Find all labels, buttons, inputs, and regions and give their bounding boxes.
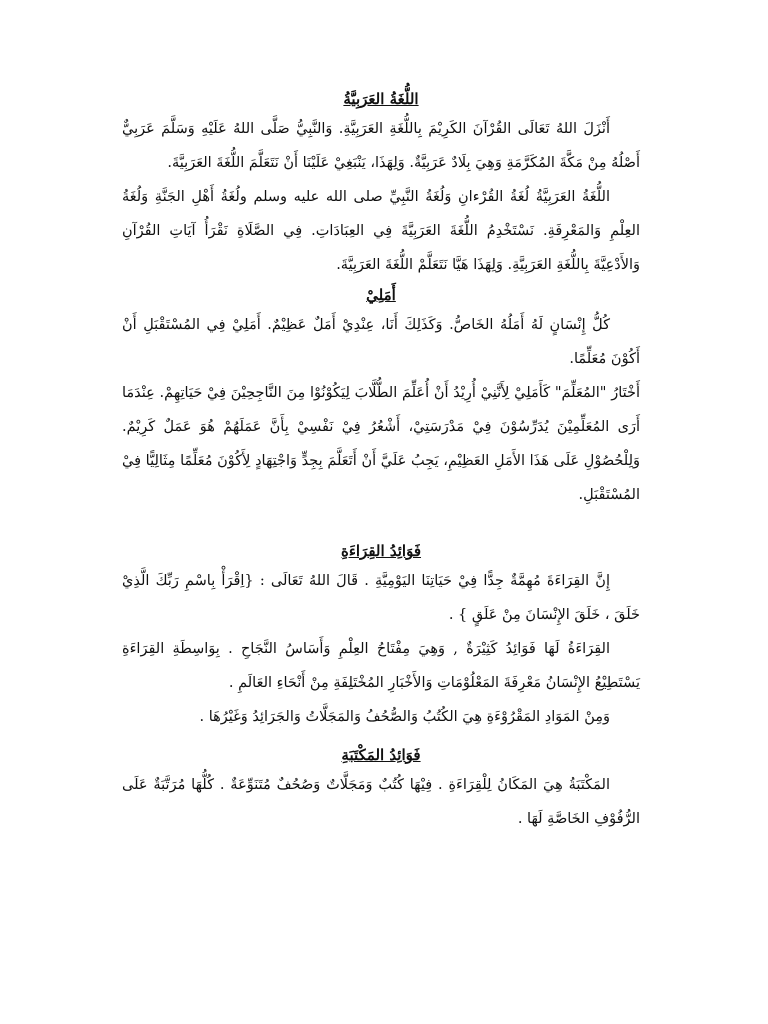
paragraph: المَكْتَبَةُ هِيَ المَكَانُ لِلْقِرَاءَةِ . فِيْهَا كُتُبٌ وَمَجَلَّاتٌ وَصُحُفٌ مُتَنَوِّعَةٌ . كُلُّهَا مُرَتَّبَةٌ عَلَى الرُّفُوْفِ الخَاصَّةِ لَهَا .: [122, 777, 640, 827]
paragraph: كُلُّ إِنْسَانٍ لَهُ أَمَلُهُ الخَاصُّ. وَكَذَلِكَ أَنَا، عِنْدِيْ أَمَلٌ عَظِيْمٌ. أَمَلِيْ فِي المُسْتَقْبَلِ أَنْ أَكُوْنَ مُعَلِّمًا.: [122, 317, 640, 367]
paragraph: إِنَّ القِرَاءَةَ مُهِمَّةٌ جِدًّا فِيْ حَيَاتِنَا اليَوْمِيَّةِ . قَالَ اللهُ تَعَالَى : {اِقْرَأْ بِاسْمِ رَبِّكَ الَّذِيْ خَلَقَ ، خَلَقَ الإِنْسَانَ مِنْ عَلَقٍ } .: [122, 573, 640, 623]
spacer: [122, 734, 640, 742]
paragraph: أَخْتَارُ "المُعَلِّمَ" كَأَمَلِيْ لِأَنَّنِيْ أُرِيْدُ أَنْ أُعَلِّمَ الطُّلَّابَ لِيَكُوْنُوْا مِنَ النَّاجِحِيْنَ فِيْ حَيَاتِهِمْ. عِنْدَمَا أَرَى المُعَلِّمِيْنَ يُدَرِّسُوْنَ فِيْ مَدْرَسَتِيْ، أَشْعُرُ فِيْ نَفْسِيْ بِأَنَّ عَمَلَهُمْ هُوَ عَمَلٌ كَرِيْمٌ. وَلِلْحُصُوْلِ عَلَى هَذَا الأَمَلِ العَظِيْمِ، يَجِبُ عَلَيَّ أَنْ أَتَعَلَّمَ بِجِدٍّ وَاجْتِهَادٍ لِأَكُوْنَ مُعَلِّمًا مِثَالِيًّا فِيْ المُسْتَقْبَلِ.: [122, 385, 640, 503]
section-title-my-hope: أَمَلِيْ: [366, 286, 396, 304]
section-title-arabic-language: اللُّغَةُ العَرَبِيَّةُ: [343, 90, 419, 108]
section-title-benefits-of-library: فَوَائِدُ المَكْتَبَةِ: [341, 746, 421, 764]
paragraph: اللُّغَةُ العَرَبِيَّةُ لُغَةُ القُرْءانِ وَلُغَةُ النَّبِيِّ صلى الله عليه وسلم ولُغَةُ أَهْلِ الجَنَّةِ وَلُغَةُ العِلْمِ وَالمَعْرِفَةِ. نَسْتَخْدِمُ اللُّغَةَ العَرَبِيَّةَ فِي العِبَادَاتِ. فِي الصَّلَاةِ نَقْرَأُ آيَاتِ القُرْآنِ وَالأَدْعِيَّةَ بِاللُّغَةِ العَرَبِيَّةِ. وَلِهَذَا هَيَّا نَتَعَلَّمْ اللُّغَةَ العَرَبِيَّةَ.: [122, 189, 640, 273]
spacer: [122, 512, 640, 538]
paragraph: وَمِنْ المَوَادِ المَقْرُوْءَةِ هِيَ الكُتُبُ وَالصُّحُفُ وَالمَجَلَّاتُ وَالجَرَائِدُ وَغَيْرُهَا .: [199, 709, 610, 725]
paragraph: القِرَاءَةُ لَهَا فَوَائِدُ كَثِيْرَةٌ , وَهِيَ مِفْتَاحُ العِلْمِ وَأَسَاسُ النَّجَاحِ . بِوَاسِطَةِ القِرَاءَةِ يَسْتَطِيْعُ الإِنْسَانُ مَعْرِفَةَ المَعْلُوْمَاتِ وَالأَخْبَارِ المُخْتَلِفَةِ مِنْ أَنْحَاءِ العَالَمِ .: [122, 641, 640, 691]
section-title-benefits-of-reading: فَوَائِدُ القِرَاءَةِ: [340, 542, 422, 560]
paragraph: أَنْزَلَ اللهُ تَعَالَى القُرْآنَ الكَرِيْمَ بِاللُّغَةِ العَرَبِيَّةِ. وَالنَّبِيُّ صَلَّى اللهُ عَلَيْهِ وَسَلَّمَ عَرَبِيٌّ أَصْلُهُ مِنْ مَكَّةَ المُكَرَّمَةِ وَهِيَ بِلَادٌ عَرَبِيَّةٌ. وَلِهَذَا، يَنْبَغِيْ عَلَيْنَا أَنْ نَتَعَلَّمَ اللُّغَةَ العَرَبِيَّةَ.: [122, 121, 640, 171]
